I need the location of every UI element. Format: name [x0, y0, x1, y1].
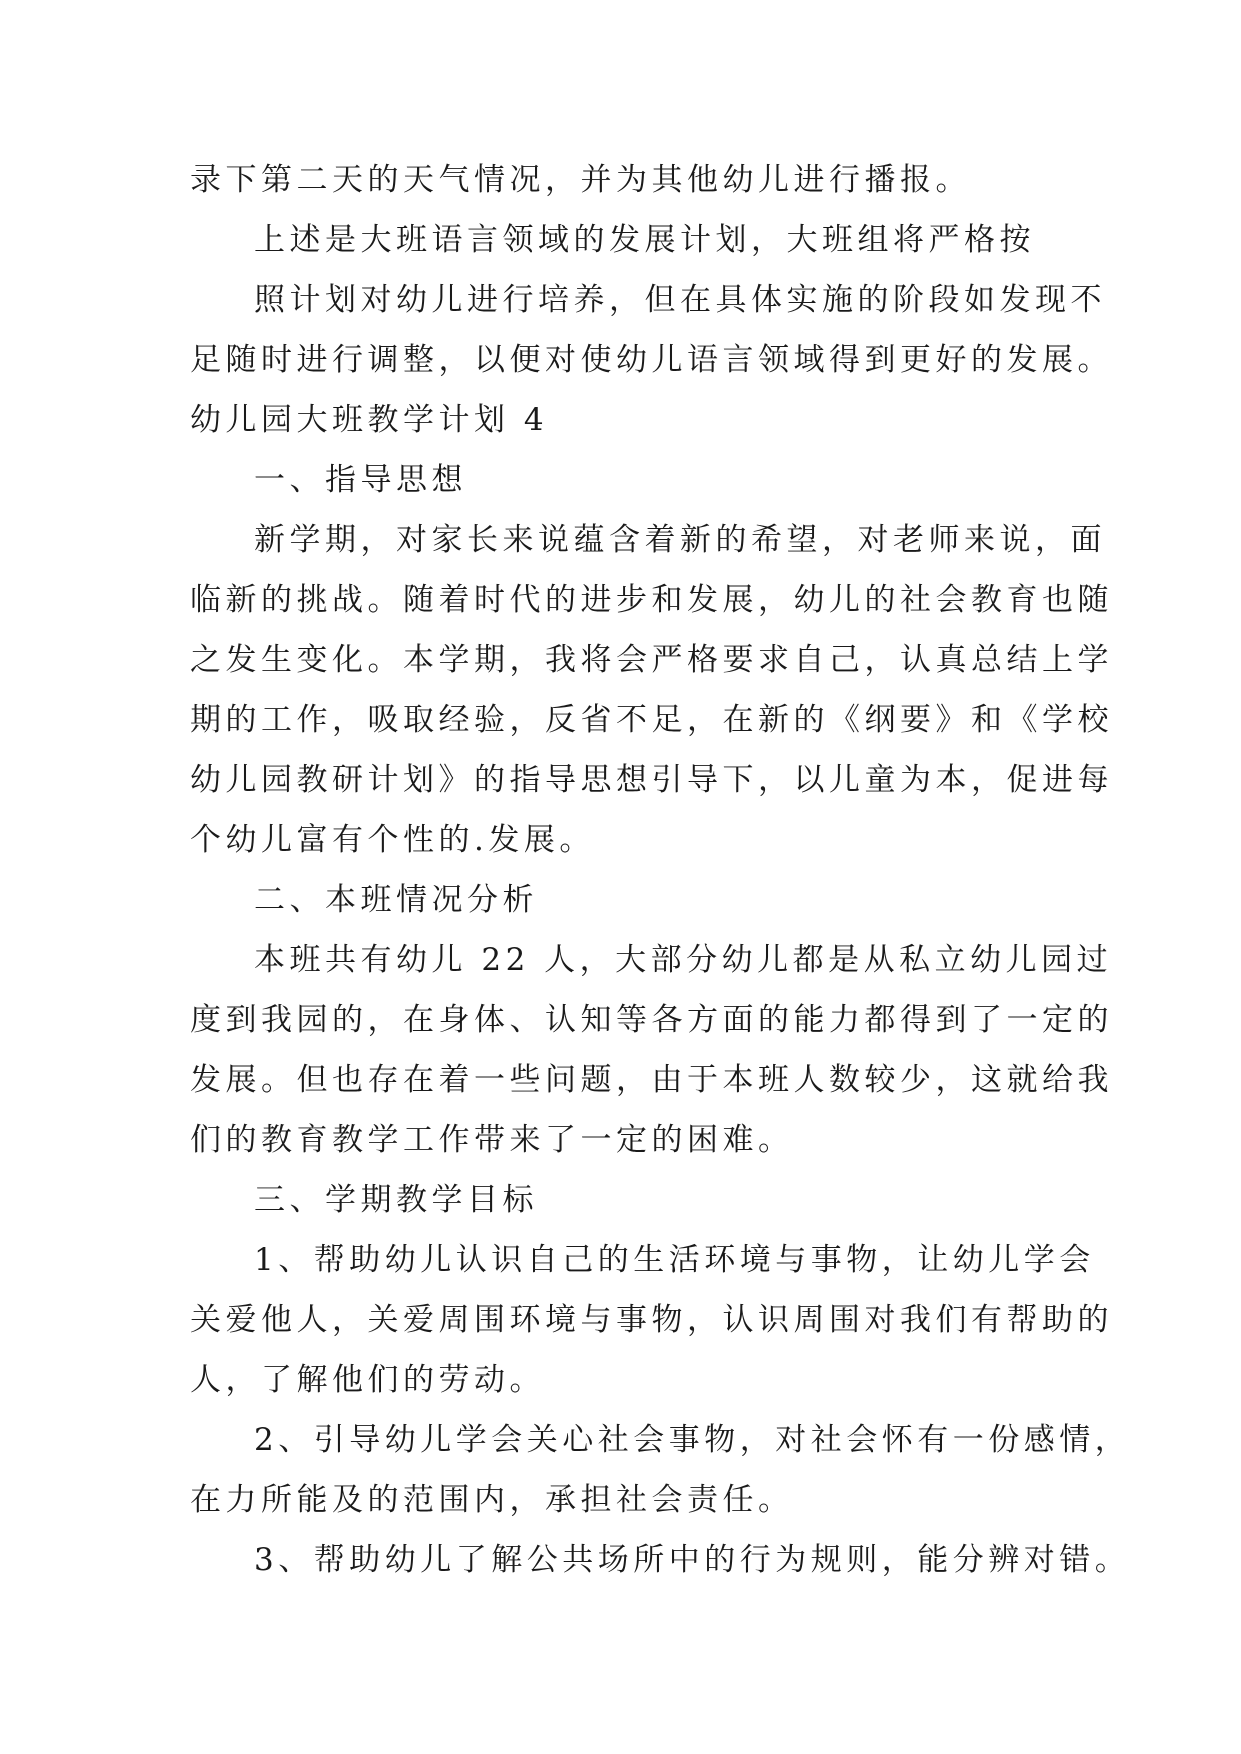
- text-line: 本班共有幼儿 22 人，大部分幼儿都是从私立幼儿园过: [254, 942, 1113, 978]
- text-line: 足随时进行调整，以便对使幼儿语言领域得到更好的发展。: [190, 342, 1113, 378]
- text-line: 照计划对幼儿进行培养，但在具体实施的阶段如发现不: [254, 282, 1106, 318]
- text-line: 度到我园的，在身体、认知等各方面的能力都得到了一定的: [190, 1002, 1113, 1038]
- text-line: 期的工作，吸取经验，反省不足，在新的《纲要》和《学校: [190, 702, 1113, 738]
- section-heading: 三、学期教学目标: [254, 1182, 538, 1218]
- document-body: [190, 150, 1131, 1590]
- text-line: 幼儿园教研计划》的指导思想引导下，以儿童为本，促进每: [190, 762, 1113, 798]
- text-line: 上述是大班语言领域的发展计划，大班组将严格按: [254, 222, 1035, 258]
- text-line: 关爱他人，关爱周围环境与事物，认识周围对我们有帮助的: [190, 1302, 1113, 1338]
- text-line: 们的教育教学工作带来了一定的困难。: [190, 1122, 794, 1158]
- section-heading: 一、指导思想: [254, 462, 467, 498]
- text-line: 发展。但也存在着一些问题，由于本班人数较少，这就给我: [190, 1062, 1113, 1098]
- text-line: 3、帮助幼儿了解公共场所中的行为规则，能分辨对错。: [254, 1542, 1131, 1578]
- text-line: 在力所能及的范围内，承担社会责任。: [190, 1482, 794, 1518]
- text-line: 1、帮助幼儿认识自己的生活环境与事物，让幼儿学会: [254, 1242, 1095, 1278]
- text-line: 2、引导幼儿学会关心社会事物，对社会怀有一份感情，: [254, 1422, 1131, 1458]
- text-line: 个幼儿富有个性的.发展。: [190, 822, 595, 858]
- text-line: 临新的挑战。随着时代的进步和发展，幼儿的社会教育也随: [190, 582, 1113, 618]
- text-line: 之发生变化。本学期，我将会严格要求自己，认真总结上学: [190, 642, 1113, 678]
- section-heading: 二、本班情况分析: [254, 882, 538, 918]
- section-title: 幼儿园大班教学计划 4: [190, 402, 549, 438]
- text-line: 录下第二天的天气情况，并为其他幼儿进行播报。: [190, 162, 971, 198]
- text-line: 新学期，对家长来说蕴含着新的希望，对老师来说，面: [254, 522, 1106, 558]
- text-line: 人，了解他们的劳动。: [190, 1362, 545, 1398]
